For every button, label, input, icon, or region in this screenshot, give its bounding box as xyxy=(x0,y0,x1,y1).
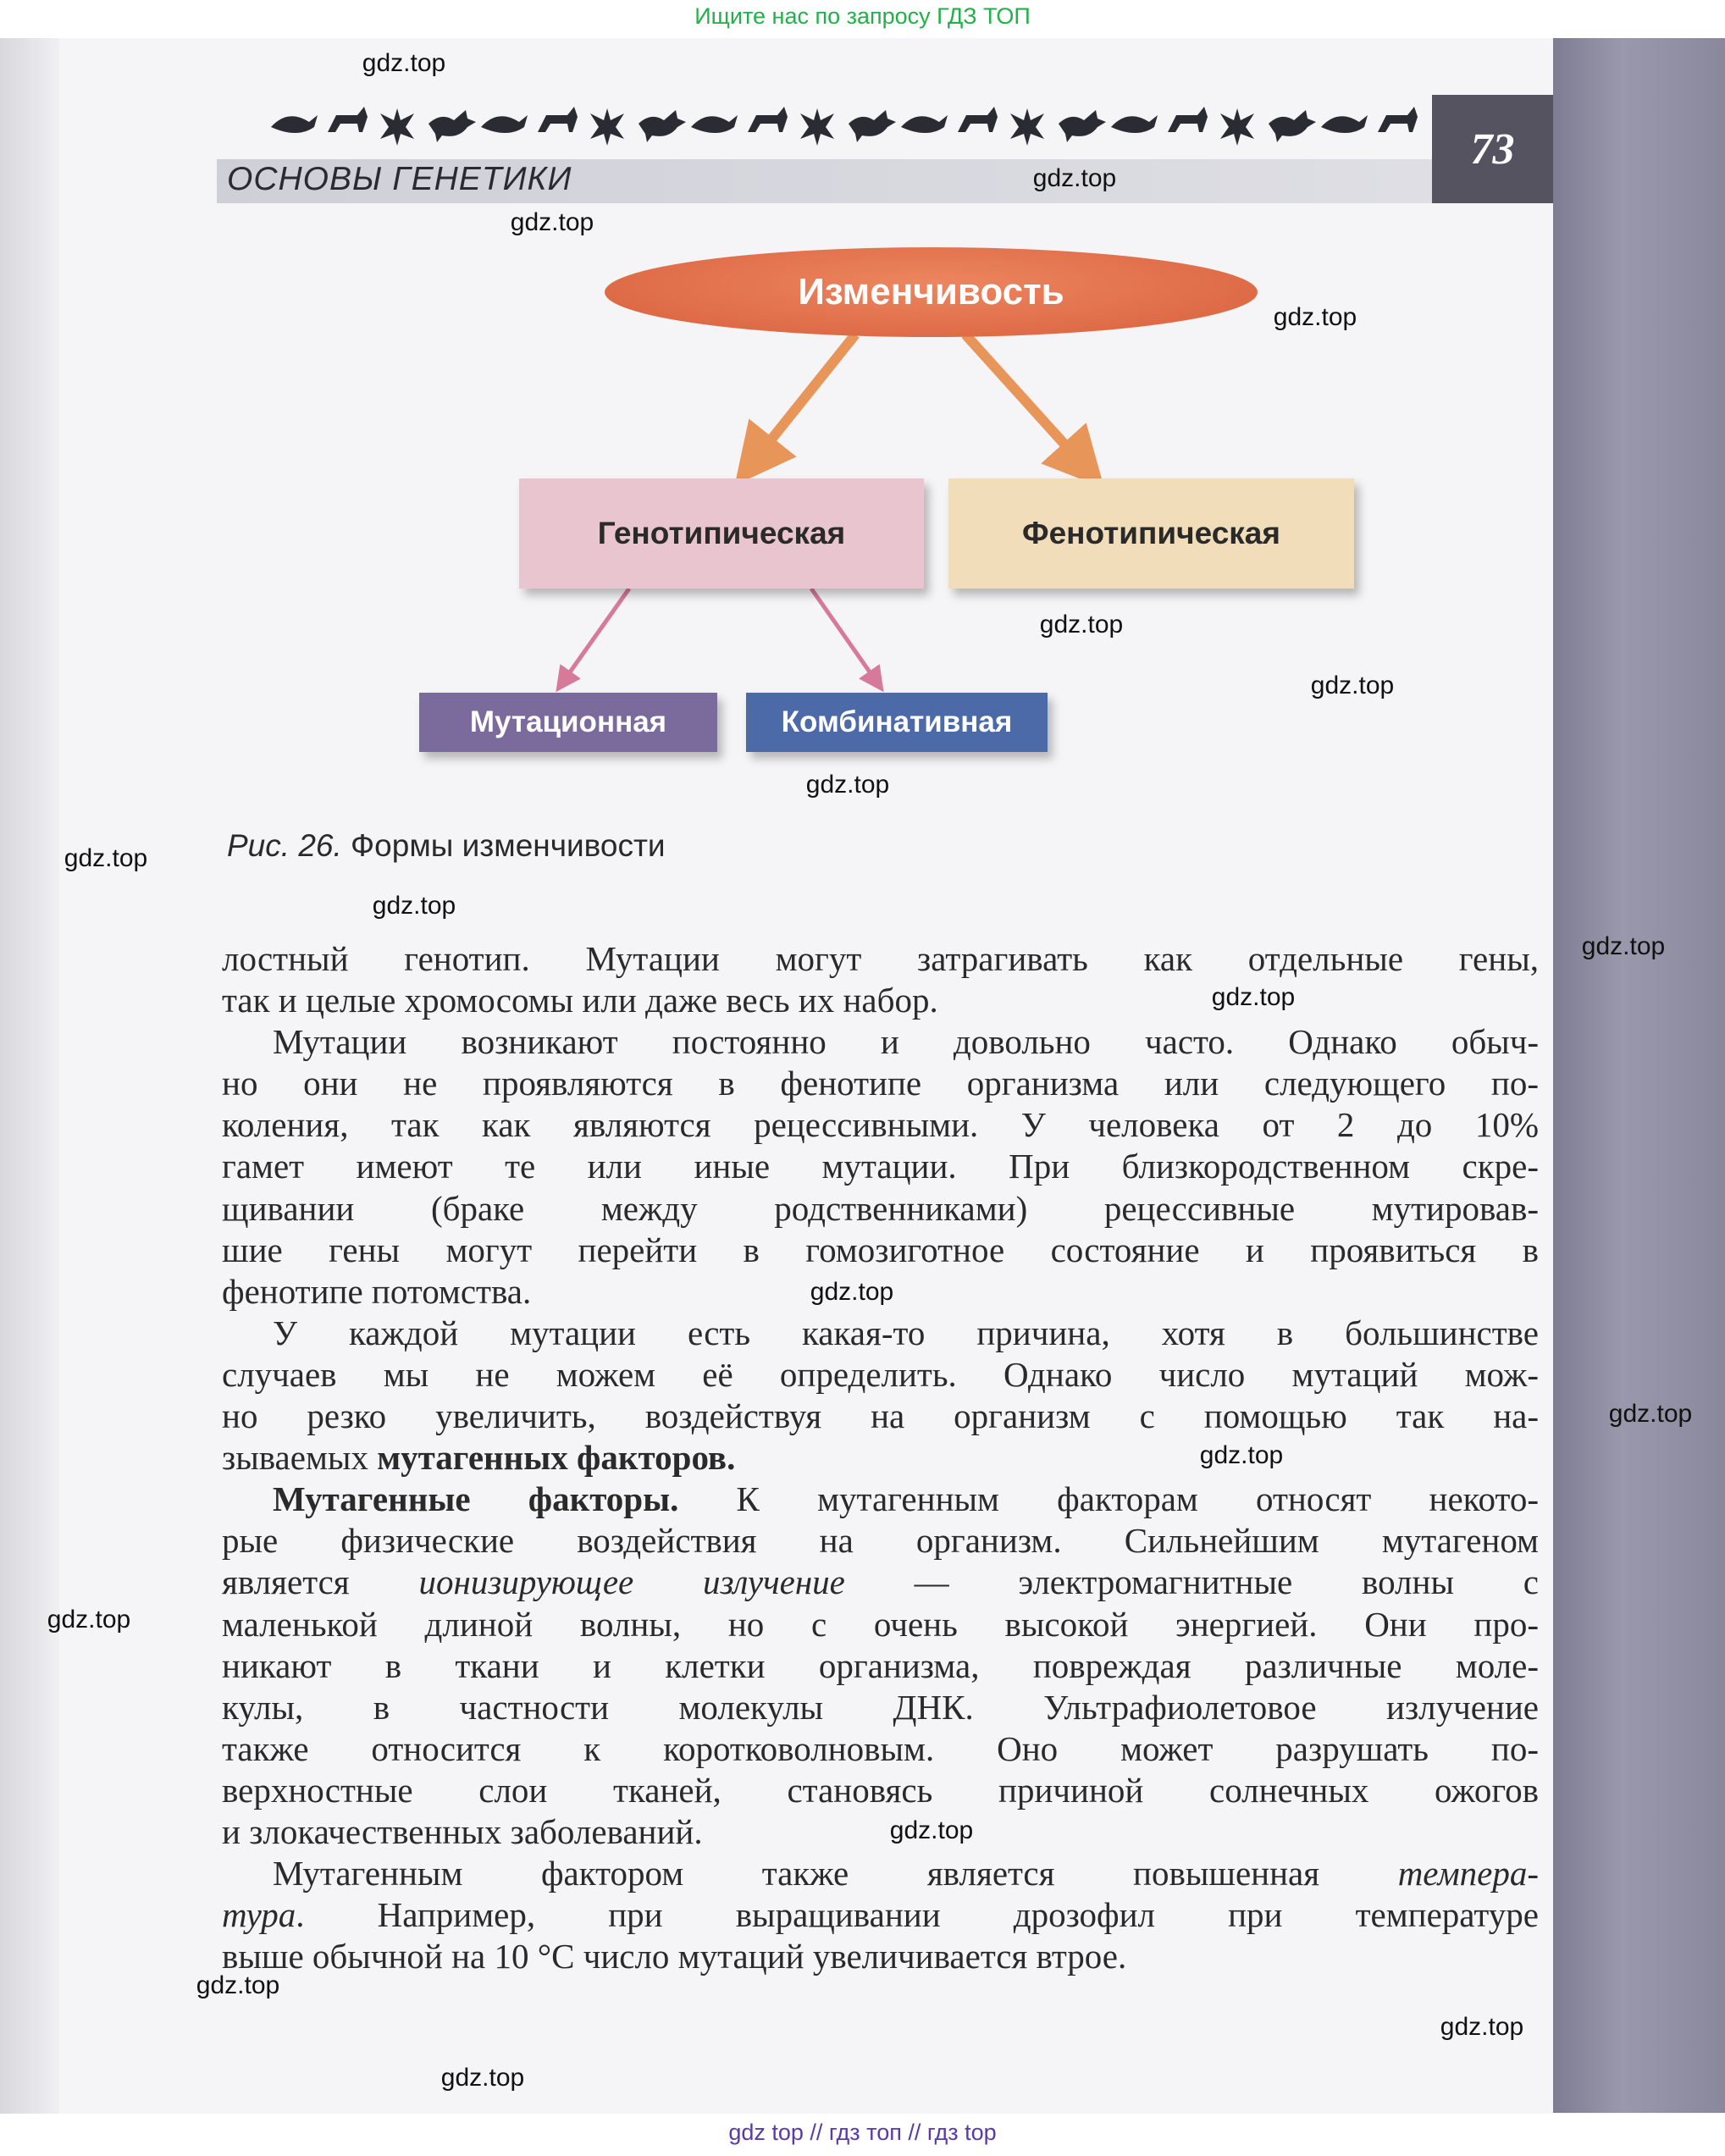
animal-silhouette-icon xyxy=(1168,107,1208,132)
page-left-margin xyxy=(0,34,59,2117)
text-line xyxy=(222,980,1539,1021)
phenotypic-node: Фенотипическая xyxy=(948,478,1354,589)
text-segment: также относится к коротковолновым. Оно может разрушать по- xyxy=(222,1728,1539,1768)
italic-term: темпера- xyxy=(1397,1854,1539,1893)
watermark: gdz.top xyxy=(805,771,890,799)
italic-term: тура xyxy=(222,1895,296,1935)
text-line xyxy=(222,1604,1539,1645)
text-line xyxy=(222,1770,1539,1811)
bold-term: Мутагенные факторы. xyxy=(273,1479,679,1519)
arrow-to-mutational xyxy=(563,589,629,682)
animal-silhouette-icon xyxy=(1220,108,1254,146)
text-line xyxy=(222,938,1539,980)
animal-silhouette-icon xyxy=(748,107,788,132)
mutational-node: Мутационная xyxy=(419,693,717,752)
text-segment: и злокачественных заболеваний. xyxy=(222,1811,703,1851)
text-line xyxy=(222,1104,1539,1146)
text-line xyxy=(222,1811,1539,1853)
animal-silhouette-icon xyxy=(1010,108,1044,146)
text-segment: Мутагенным фактором также является повышенная xyxy=(273,1854,1398,1893)
text-line xyxy=(222,1188,1539,1230)
text-segment: К мутагенным факторам относят некото- xyxy=(678,1479,1539,1519)
search-banner[interactable]: Ищите нас по запросу ГДЗ ТОП xyxy=(694,3,1031,29)
animal-silhouettes-decoration xyxy=(263,102,1423,146)
watermark: gdz.top xyxy=(1440,2013,1524,2041)
text-line xyxy=(222,1894,1539,1936)
watermark: gdz.top xyxy=(510,208,594,236)
page-right-edge-strip xyxy=(1553,38,1725,2113)
caption-label: Рис. 26. xyxy=(227,828,342,863)
text-segment: фенотипе потомства. xyxy=(222,1271,532,1311)
text-line xyxy=(222,1021,1539,1063)
text-line xyxy=(222,1354,1539,1396)
animal-silhouette-icon xyxy=(901,115,948,133)
footer-links[interactable]: gdz top // гдз топ // гдз top xyxy=(728,2120,997,2145)
text-segment: выше обычной на 10 °С число мутаций увеличивается втрое. xyxy=(222,1937,1127,1976)
page-number: 73 xyxy=(1432,95,1553,203)
animal-silhouette-icon xyxy=(691,115,738,133)
text-line xyxy=(222,1230,1539,1271)
animal-silhouette-icon xyxy=(639,110,686,142)
text-segment: коления, так как являются рецессивными. У человека от 2 до 10% xyxy=(222,1105,1539,1145)
watermark: gdz.top xyxy=(889,1816,974,1844)
watermark: gdz.top xyxy=(1199,1441,1284,1469)
animal-silhouette-icon xyxy=(958,107,998,132)
watermark: gdz.top xyxy=(362,49,446,77)
animal-silhouette-icon xyxy=(328,107,368,132)
text-line xyxy=(222,1936,1539,1977)
genotypic-node: Генотипическая xyxy=(519,478,924,589)
watermark: gdz.top xyxy=(1310,672,1395,699)
watermark: gdz.top xyxy=(1608,1400,1693,1428)
animal-silhouette-icon xyxy=(1059,110,1106,142)
text-segment: рые физические воздействия на организм. Сильнейшим мутагеном xyxy=(222,1521,1539,1561)
text-segment: является xyxy=(222,1562,419,1602)
watermark: gdz.top xyxy=(1581,932,1666,960)
italic-term: ионизирующее излучение xyxy=(418,1562,845,1602)
text-line xyxy=(222,1313,1539,1354)
text-line xyxy=(222,1396,1539,1437)
variability-root-node: Изменчивость xyxy=(605,247,1258,337)
animal-silhouette-icon xyxy=(590,108,624,146)
text-line xyxy=(222,1645,1539,1687)
watermark: gdz.top xyxy=(372,892,456,920)
text-segment: никают в ткани и клетки организма, повреждая различные моле- xyxy=(222,1645,1539,1685)
text-segment: случаев мы не можем её определить. Однако число мутаций мож- xyxy=(222,1354,1539,1394)
combinative-node: Комбинативная xyxy=(746,693,1048,752)
text-segment: щивании (браке между родственниками) рецессивные мутировав- xyxy=(222,1188,1539,1228)
watermark: gdz.top xyxy=(1039,611,1124,639)
text-line xyxy=(222,1687,1539,1728)
animal-silhouette-icon xyxy=(1321,115,1368,133)
text-segment: шие гены могут перейти в гомозиготное состояние и проявиться в xyxy=(222,1230,1539,1269)
text-segment: Мутации возникают постоянно и довольно часто. Однако обыч- xyxy=(273,1022,1539,1062)
watermark: gdz.top xyxy=(1273,303,1357,331)
animal-silhouette-icon xyxy=(1378,107,1418,132)
watermark: gdz.top xyxy=(1211,983,1296,1011)
body-text xyxy=(222,938,1539,1977)
text-line xyxy=(222,1479,1539,1520)
watermark: gdz.top xyxy=(64,844,148,872)
animal-silhouette-icon xyxy=(481,115,528,133)
bold-term: мутагенных факторов. xyxy=(377,1438,736,1478)
text-line xyxy=(222,1562,1539,1603)
animal-silhouette-icon xyxy=(538,107,578,132)
animal-silhouette-icon xyxy=(271,115,318,133)
animal-silhouette-icon xyxy=(849,110,896,142)
caption-text: Формы изменчивости xyxy=(351,828,666,863)
text-line xyxy=(222,1063,1539,1104)
animal-silhouette-icon xyxy=(380,108,414,146)
watermark: gdz.top xyxy=(1032,164,1117,192)
text-segment: маленькой длиной волны, но с очень высокой энергией. Они про- xyxy=(222,1604,1539,1644)
text-segment: так и целые хромосомы или даже весь их набор. xyxy=(222,981,938,1020)
animal-silhouette-icon xyxy=(428,110,476,142)
watermark: gdz.top xyxy=(810,1278,894,1306)
text-segment: зываемых xyxy=(222,1438,378,1478)
text-line xyxy=(222,1728,1539,1770)
text-segment: — электромагнитные волны с xyxy=(844,1562,1539,1602)
text-segment: лостный генотип. Мутации могут затрагивать как отдельные гены, xyxy=(222,939,1539,978)
figure-caption xyxy=(227,828,666,864)
text-segment: гамет имеют те или иные мутации. При близкородственном скре- xyxy=(222,1147,1539,1186)
text-line xyxy=(222,1146,1539,1187)
section-title: ОСНОВЫ ГЕНЕТИКИ xyxy=(227,161,572,197)
watermark: gdz.top xyxy=(196,1971,280,1999)
text-segment: . Например, при выращивании дрозофил при температуре xyxy=(296,1895,1539,1935)
text-segment: кулы, в частности молекулы ДНК. Ультрафиолетовое излучение xyxy=(222,1687,1539,1727)
text-line xyxy=(222,1853,1539,1894)
animal-silhouette-icon xyxy=(800,108,834,146)
animal-silhouette-icon xyxy=(1269,110,1316,142)
watermark: gdz.top xyxy=(440,2064,525,2092)
arrow-to-combinative xyxy=(811,589,876,682)
arrow-to-phenotypic xyxy=(965,334,1084,466)
arrow-to-genotypic xyxy=(754,334,855,462)
animal-silhouette-icon xyxy=(1111,115,1158,133)
text-segment: верхностные слои тканей, становясь причиной солнечных ожогов xyxy=(222,1770,1539,1810)
text-segment: но резко увеличить, воздействуя на организм с помощью так на- xyxy=(222,1396,1539,1436)
text-segment: У каждой мутации есть какая-то причина, хотя в большинстве xyxy=(273,1313,1539,1352)
text-segment: но они не проявляются в фенотипе организма или следующего по- xyxy=(222,1064,1539,1103)
watermark: gdz.top xyxy=(47,1606,131,1634)
text-line xyxy=(222,1520,1539,1562)
text-line xyxy=(222,1437,1539,1479)
